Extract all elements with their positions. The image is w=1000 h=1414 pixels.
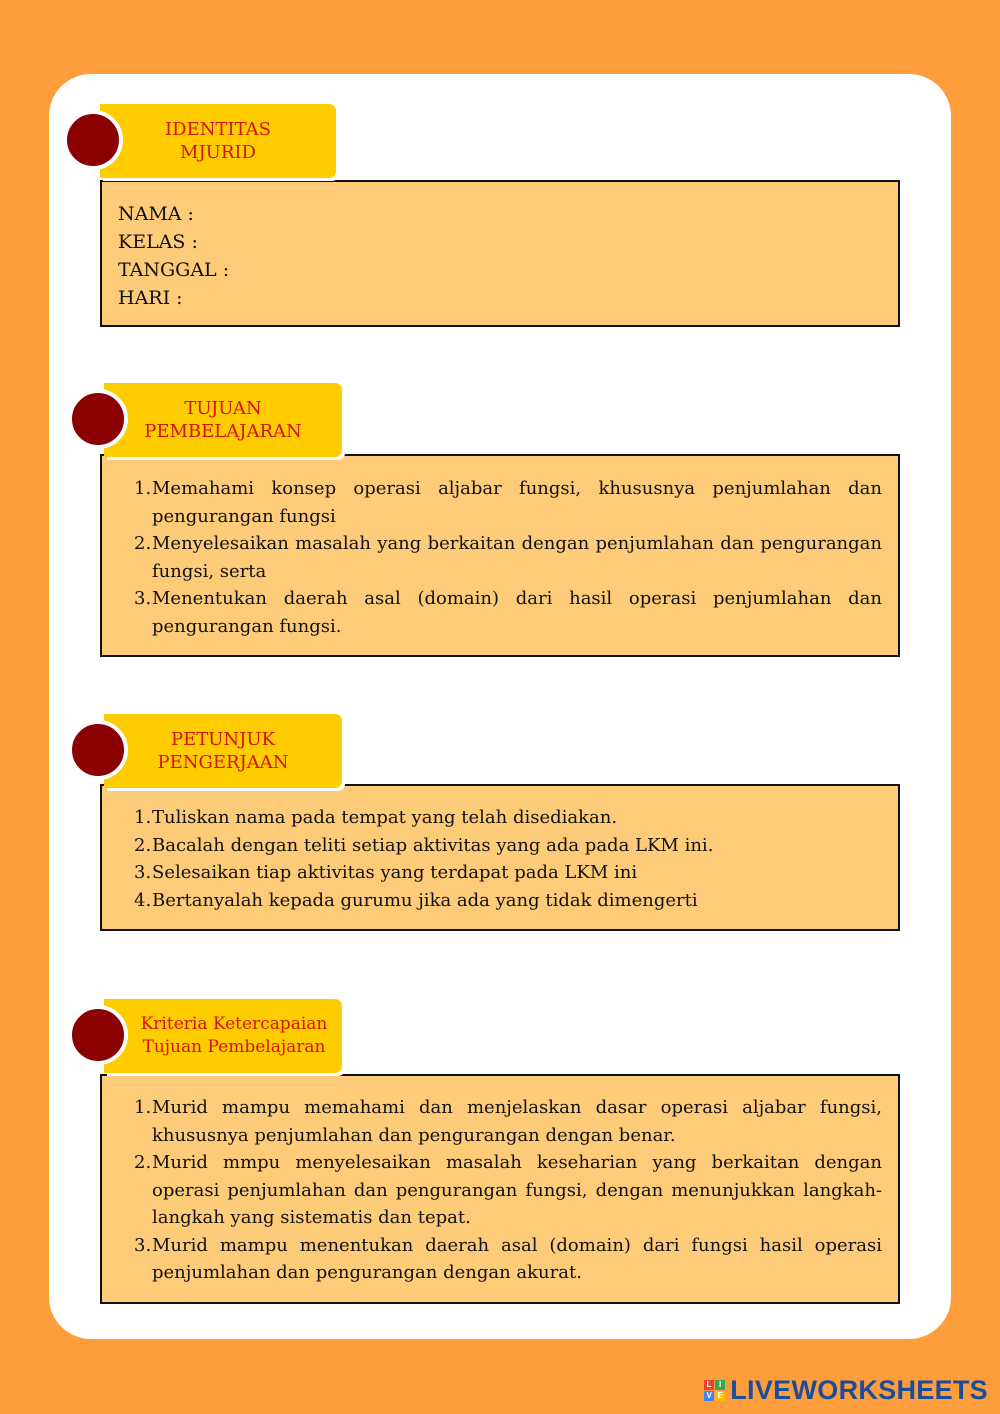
section-title-line1: PETUNJUK (170, 729, 275, 750)
brand-name: LIVEWORKSHEETS (730, 1375, 988, 1405)
list-item: 1. Tuliskan nama pada tempat yang telah disediakan. (134, 807, 618, 828)
list-item: 2. Menyelesaikan masalah yang berkaitan dengan penjumlahan dan pengurangan fungsi, serta (134, 533, 882, 582)
section-title-line1: IDENTITAS (165, 119, 271, 140)
section-title-tab (104, 999, 342, 1073)
list-item: 1. Murid mampu memahami dan menjelaskan dasar operasi aljabar fungsi, khususnya penjumlahan dan pengurangan dengan benar. (134, 1097, 882, 1146)
list-item: 2. Murid mmpu menyelesaikan masalah keseharian yang berkaitan dengan operasi penjumlahan dan pengurangan fungsi, dengan menunjukkan langkah-langkah yang sistematis dan tepat. (134, 1152, 882, 1228)
section-title-line2: PENGERJAAN (157, 752, 289, 773)
criteria-list (102, 1094, 882, 1287)
list-item: 1. Memahami konsep operasi aljabar fungsi, khususnya penjumlahan dan pengurangan fungsi (134, 478, 882, 527)
identity-fields-box (100, 180, 900, 327)
instructions-list (102, 804, 882, 914)
class-field-label: KELAS : (118, 231, 198, 253)
section-title-tab (100, 104, 336, 178)
name-field-label: NAMA : (118, 203, 194, 225)
liveworksheets-logo-icon: L I V E (704, 1380, 725, 1401)
list-item: 3. Menentukan daerah asal (domain) dari hasil operasi penjumlahan dan pengurangan fungsi. (134, 588, 882, 637)
bullet-circle-icon (68, 1005, 128, 1065)
liveworksheets-brand[interactable] (704, 1375, 988, 1406)
bullet-circle-icon (68, 389, 128, 449)
day-field-label: HARI : (118, 287, 183, 309)
section-title-tab (104, 383, 342, 457)
section-title-line1: TUJUAN (184, 398, 262, 419)
section-title-line1: Kriteria Ketercapaian (140, 1014, 328, 1034)
bullet-circle-icon (68, 720, 128, 780)
date-field-label: TANGGAL : (118, 259, 230, 281)
list-item: 3. Selesaikan tiap aktivitas yang terdapat pada LKM ini (134, 862, 638, 883)
criteria-box (100, 1074, 900, 1304)
objectives-list (102, 475, 882, 640)
list-item: 4. Bertanyalah kepada gurumu jika ada yang tidak dimengerti (134, 889, 698, 911)
section-title-line2: Tujuan Pembelajaran (142, 1037, 326, 1057)
list-item: 2. Bacalah dengan teliti setiap aktivitas yang ada pada LKM ini. (134, 834, 714, 856)
list-item: 3. Murid mampu menentukan daerah asal (domain) dari fungsi hasil operasi penjumlahan dan pengurangan dengan akurat. (134, 1234, 882, 1283)
instructions-box (100, 784, 900, 931)
section-title-line2: MJURID (180, 142, 256, 163)
section-title-tab (104, 714, 342, 788)
section-title-line2: PEMBELAJARAN (144, 421, 302, 442)
objectives-box (100, 454, 900, 657)
bullet-circle-icon (63, 110, 123, 170)
